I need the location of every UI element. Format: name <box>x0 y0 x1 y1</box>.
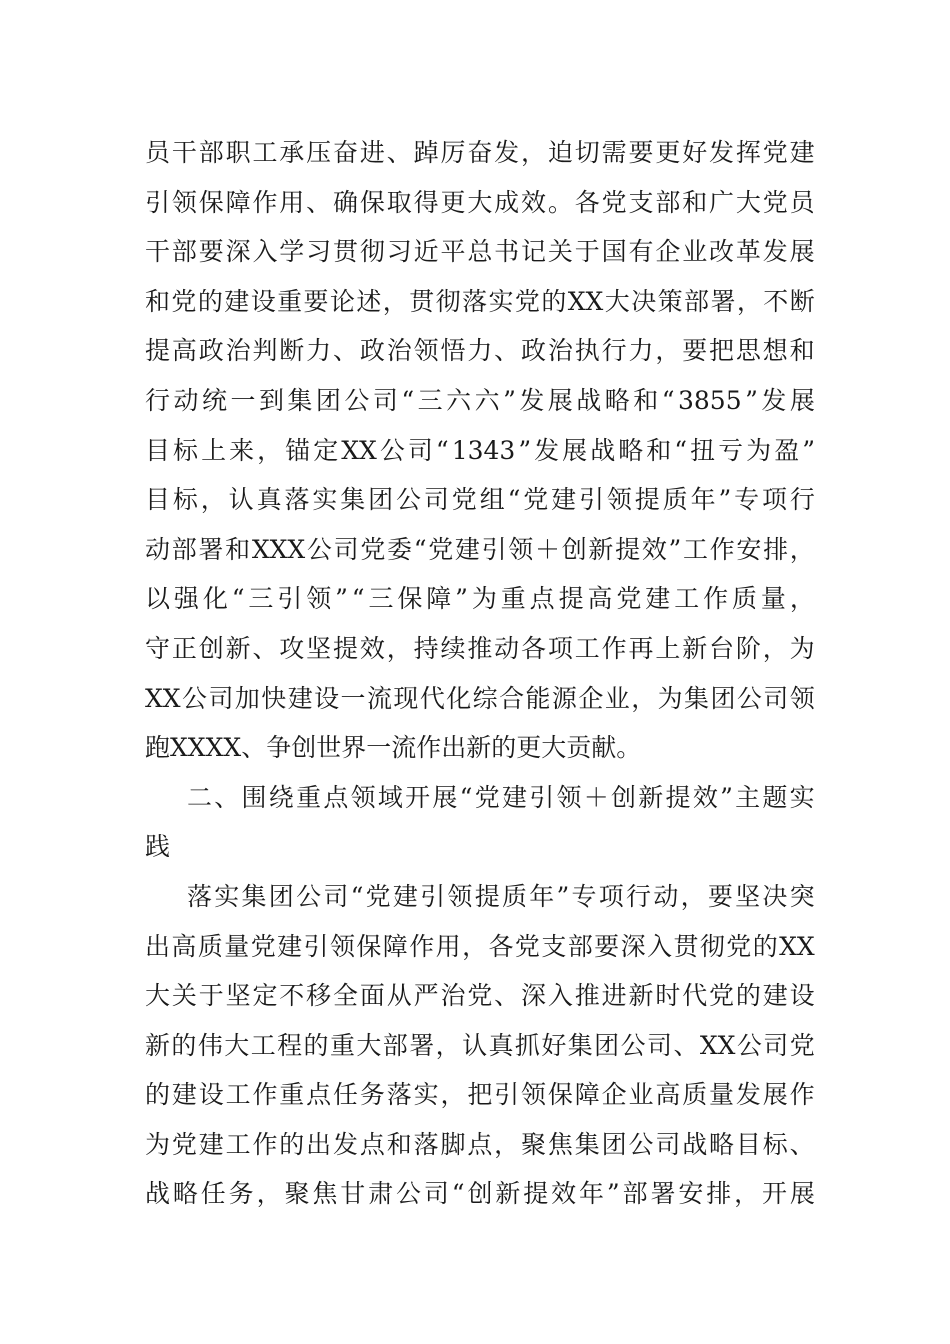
text-line: 出 高 质 量 党 建 引 领 保 障 作 用 ， 各 党 支 部 要 深 入 贯 彻 党 的 XX <box>145 931 815 961</box>
text-line: XX 公 司 加 快 建 设 一 流 现 代 化 综 合 能 源 企 业 ， 为 集 团 公 司 领 <box>145 683 815 713</box>
text-line: 和 党 的 建 设 重 要 论 述 ， 贯 彻 落 实 党 的 XX 大 决 策 部 署 ， 不 断 <box>145 286 815 316</box>
text-line: 员 干 部 职 工 承 压 奋 进 、 踔 厉 奋 发 ， 迫 切 需 要 更 好 发 挥 党 建 <box>145 138 815 167</box>
text-line: 为 党 建 工 作 的 出 发 点 和 落 脚 点 ， 聚 焦 集 团 公 司 战 略 目 标 、 <box>145 1129 815 1159</box>
text-line: 战 略 任 务 ， 聚 焦 甘 肃 公 司 “ 创 新 提 效 年 ” 部 署 安 排 ， 开 展 <box>145 1179 815 1209</box>
section-heading-line: 二 、 围 绕 重 点 领 域 开 展 “ 党 建 引 领 ＋ 创 新 提 效 ” 主 题 实 <box>187 782 815 812</box>
body-text <box>145 128 815 1219</box>
text-line: 以 强 化 “ 三 引 领 ” “ 三 保 障 ” 为 重 点 提 高 党 建 工 作 质 量 ， <box>145 584 815 614</box>
text-line: 动 部 署 和 XXX 公 司 党 委 “ 党 建 引 领 ＋ 创 新 提 效 ” 工 作 安 排 ， <box>145 534 815 564</box>
section-heading-end-line: 践 <box>145 832 171 862</box>
text-line: 大 关 于 坚 定 不 移 全 面 从 严 治 党 、 深 入 推 进 新 时 代 党 的 建 设 <box>145 981 815 1011</box>
text-line: 行 动 统 一 到 集 团 公 司 “ 三 六 六 ” 发 展 战 略 和 “ 3855 ” 发 展 <box>145 385 815 415</box>
text-line: 引 领 保 障 作 用 、 确 保 取 得 更 大 成 效 。 各 党 支 部 和 广 大 党 员 <box>145 187 815 217</box>
paragraph-start-line: 落 实 集 团 公 司 “ 党 建 引 领 提 质 年 ” 专 项 行 动 ， 要 坚 决 突 <box>187 881 815 911</box>
text-line: 守 正 创 新 、 攻 坚 提 效 ， 持 续 推 动 各 项 工 作 再 上 新 台 阶 ， 为 <box>145 633 815 663</box>
text-line: 目 标 上 来 ， 锚 定 XX 公 司 “ 1343 ” 发 展 战 略 和 “ 扭 亏 为 盈 ” <box>145 435 815 465</box>
text-line: 提 高 政 治 判 断 力 、 政 治 领 悟 力 、 政 治 执 行 力 ， 要 把 思 想 和 <box>145 336 815 366</box>
text-line: 干 部 要 深 入 学 习 贯 彻 习 近 平 总 书 记 关 于 国 有 企 业 改 革 发 展 <box>145 237 815 267</box>
text-line: 的 建 设 工 作 重 点 任 务 落 实 ， 把 引 领 保 障 企 业 高 质 量 发 展 作 <box>145 1080 815 1110</box>
text-line: 目 标 ， 认 真 落 实 集 团 公 司 党 组 “ 党 建 引 领 提 质 年 ” 专 项 行 <box>145 485 815 515</box>
text-line: 新 的 伟 大 工 程 的 重 大 部 署 ， 认 真 抓 好 集 团 公 司 、 XX 公 司 党 <box>145 1030 815 1060</box>
paragraph-end-line: 跑XXXX、争创世界一流作出新的更大贡献。 <box>145 733 642 763</box>
